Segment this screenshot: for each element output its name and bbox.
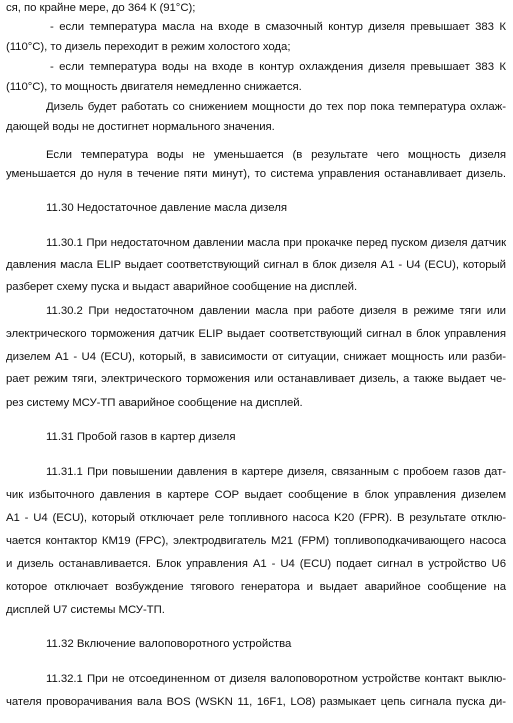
text-line: ся, по крайне мере, до 364 К (91°С); — [6, 2, 196, 14]
list-item-text: - если температура воды на входе в контур охлаждения дизеля превышает 383 К — [50, 61, 506, 73]
text-line: уменьшается до нуля в течение пяти минут), то система управления останавливает дизель. — [6, 168, 506, 180]
section-heading: 11.31 Пробой газов в картер дизеля — [46, 431, 236, 443]
paragraph-first-line: 11.31.1 При повышении давления в картере дизеля, связанным с пробоем газов дат- — [46, 466, 506, 478]
text-line: и дизель останавливается. Блок управления А1 - U4 (ECU) подает сигнал в устройство U6 — [6, 558, 506, 570]
text-line: чик избыточного давления в картере COP выдает сообщение в блок управления дизелем — [6, 489, 506, 501]
text-line: чателя проворачивания вала BOS (WSKN 11, 16F1, LO8) размыкает цепь сигнала пуска ди- — [6, 696, 506, 708]
text-line: давления масла ELIP выдает соответствующий сигнал в блок дизеля А1 - U4 (ECU), который — [6, 259, 506, 271]
text-line: (110°С), то дизель переходит в режим холостого хода; — [6, 41, 291, 53]
paragraph-first-line: 11.32.1 При не отсоединенном от дизеля валоповоротном устройстве контакт выклю- — [46, 673, 506, 685]
paragraph-first-line: Дизель будет работать со снижением мощности до тех пор пока температура охлаж- — [46, 101, 506, 113]
text-line: (110°С), то мощность двигателя немедленно снижается. — [6, 81, 302, 93]
section-heading: 11.32 Включение валоповоротного устройства — [46, 638, 292, 650]
text-line: разберет схему пуска и выдаст аварийное сообщение на дисплей. — [6, 281, 358, 293]
text-line: чается контактор КМ19 (FPC), электродвигатель М21 (FPM) топливоподкачивающего насоса — [6, 535, 506, 547]
list-item-text: - если температура масла на входе в смазочный контур дизеля превышает 383 К — [50, 21, 506, 33]
text-line: которое отключает возбуждение тягового генератора и выдает аварийное сообщение на — [6, 581, 506, 593]
paragraph-first-line: Если температура воды не уменьшается (в результате чего мощность дизеля — [46, 149, 506, 161]
text-line: дающей воды не достигнет нормального значения. — [6, 121, 275, 133]
text-line: рает режим тяги, электрического торможения или останавливает дизель, а также выдает че- — [6, 373, 506, 385]
text-line: дизелем А1 - U4 (ECU), который, в зависимости от ситуации, снижает мощность или разби- — [6, 351, 506, 363]
section-heading: 11.30 Недостаточное давление масла дизеля — [46, 202, 288, 214]
text-line: электрического торможения датчик ELIP выдает соответствующий сигнал в блок управления — [6, 328, 506, 340]
paragraph-first-line: 11.30.1 При недостаточном давлении масла при прокачке перед пуском дизеля датчик — [46, 237, 506, 249]
text-line: рез систему МСУ-ТП аварийное сообщение на дисплей. — [6, 397, 303, 409]
text-line: А1 - U4 (ECU), который отключает реле топливного насоса K20 (FPR). В результате отклю- — [6, 512, 506, 524]
paragraph-first-line: 11.30.2 При недостаточном давлении масла при работе дизеля в режиме тяги или — [46, 305, 506, 317]
text-line: дисплей U7 системы МСУ-ТП. — [6, 604, 165, 616]
